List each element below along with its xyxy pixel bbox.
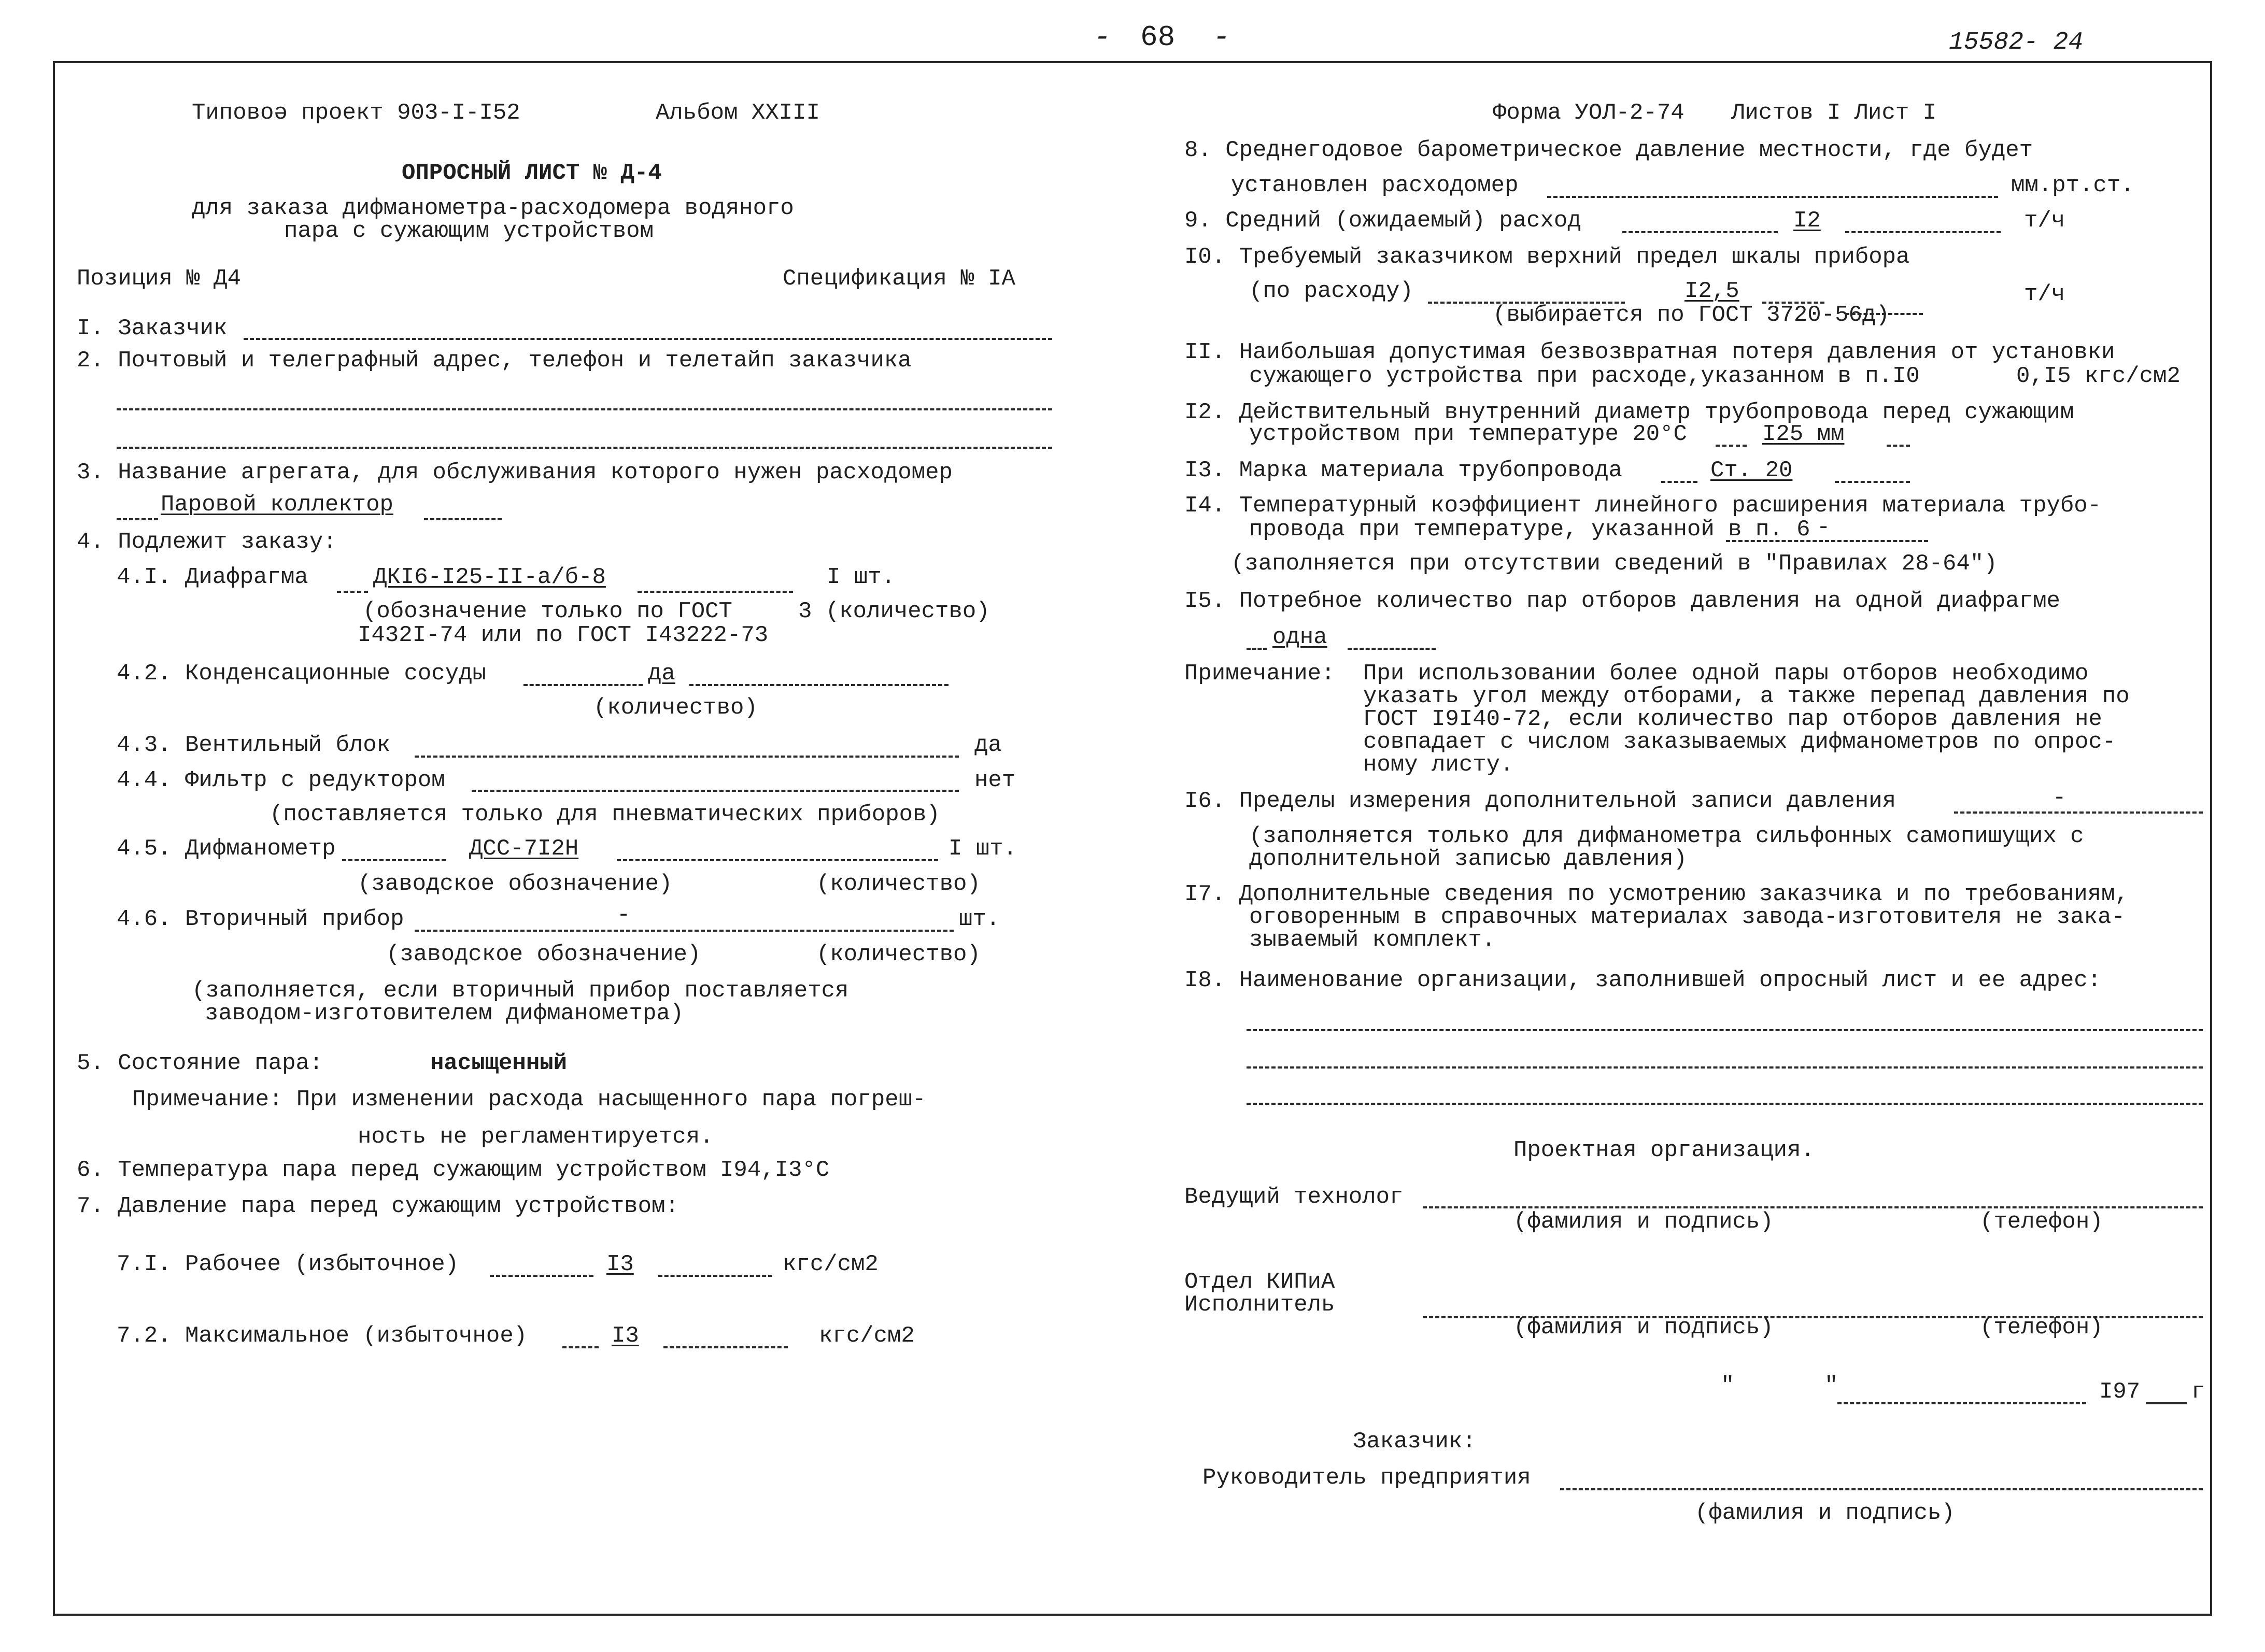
item-13-value: Ст. 20: [1710, 458, 1793, 483]
item-4-3-label: 4.3. Вентильный блок: [117, 732, 391, 758]
item-18-line-1: [1247, 1029, 2203, 1031]
head-label: Руководитель предприятия: [1202, 1465, 1531, 1491]
item-4-5-label: 4.5. Дифманометр: [117, 836, 336, 862]
item-9-value: I2: [1793, 208, 1821, 234]
item-1-label: I. Заказчик: [77, 316, 228, 341]
executor-phone: (телефон): [1980, 1315, 2103, 1341]
year-line: [2146, 1402, 2187, 1404]
note-line-5: ному листу.: [1363, 752, 1514, 778]
lead-technologist-label: Ведущий технолог: [1184, 1184, 1404, 1210]
item-18-line-3: [1247, 1103, 2203, 1105]
item-8-label-2: установлен расходомер: [1231, 173, 1519, 198]
specification-label: Спецификация № IA: [783, 266, 1015, 292]
head-line: [1560, 1488, 2203, 1490]
date-line: [1837, 1402, 2086, 1404]
lead-name-sign: (фамилия и подпись): [1513, 1209, 1774, 1235]
date-year-suffix: г: [2191, 1379, 2205, 1405]
item-2-label: 2. Почтовый и телеграфный адрес, телефон и телетайп заказчика: [77, 348, 912, 374]
head-sign: (фамилия и подпись): [1695, 1500, 1955, 1526]
item-12-value: I25 мм: [1762, 421, 1845, 447]
item-8-unit: мм.рт.ст.: [2011, 173, 2134, 198]
item-4-3-value: да: [974, 732, 1002, 758]
item-4-5-qty: I шт.: [949, 836, 1017, 862]
item-13-label: I3. Марка материала трубопровода: [1184, 458, 1622, 483]
item-18-line-2: [1247, 1066, 2203, 1069]
item-4-4-note: (поставляется только для пневматических приборов): [270, 802, 940, 828]
page-number: 68: [1140, 21, 1176, 54]
item-4-6-note-2: (количество): [816, 942, 981, 967]
item-4-1-label: 4.I. Диафрагма: [117, 564, 308, 590]
item-16-line: [1954, 811, 2203, 814]
item-7-2-label: 7.2. Максимальное (избыточное): [117, 1323, 528, 1349]
item-7-label: 7. Давление пара перед сужающим устройством:: [77, 1193, 679, 1219]
item-16-note-1: (заполняется только для дифманометра сильфонных самопишущих с: [1249, 823, 2084, 849]
item-17-label-1: I7. Дополнительные сведения по усмотрению заказчика и по требованиям,: [1184, 881, 2129, 907]
item-5-note-1: Примечание: При изменении расхода насыщенного пара погреш-: [132, 1087, 926, 1113]
item-3-value: Паровой коллектор: [161, 492, 393, 518]
item-14-label-1: I4. Температурный коэффициент линейного расширения материала трубо-: [1184, 493, 2102, 519]
item-4-2-note: (количество): [593, 695, 758, 721]
item-17-label-2: оговоренным в справочных материалах завода-изготовителя не зака-: [1249, 904, 2125, 930]
item-9-unit: т/ч: [2024, 208, 2065, 234]
note-line-4: совпадает с числом заказываемых дифманометров по опрос-: [1363, 729, 2116, 755]
item-2-line-2: [117, 447, 1052, 449]
item-11-value: 0,I5 кгс/см2: [2016, 363, 2181, 389]
item-10-label-1: I0. Требуемый заказчиком верхний предел шкалы прибора: [1184, 244, 1910, 270]
item-11-label-2: сужающего устройства при расходе,указанном в п.I0: [1249, 363, 1920, 389]
form-subtitle-1: для заказа дифманометра-расходомера водяного: [192, 195, 794, 221]
item-7-1-line-a: [490, 1275, 593, 1277]
item-4-5-line-b: [617, 859, 938, 861]
item-2-line-1: [117, 408, 1052, 410]
item-4-6-line: [415, 930, 954, 932]
item-13-line-b: [1835, 481, 1910, 483]
item-3-label: 3. Название агрегата, для обслуживания которого нужен расходомер: [77, 460, 953, 486]
item-12-line-b: [1887, 445, 1910, 447]
item-7-1-value: I3: [606, 1251, 634, 1277]
item-13-line-a: [1661, 481, 1697, 483]
item-4-6-label: 4.6. Вторичный прибор: [117, 906, 404, 932]
item-9-line-a: [1622, 231, 1778, 233]
item-4-5-note-1: (заводское обозначение): [358, 871, 673, 897]
item-7-2-value: I3: [612, 1323, 639, 1349]
item-10-value: I2,5: [1684, 278, 1739, 304]
item-4-2-value: да: [648, 661, 675, 687]
item-4-label: 4. Подлежит заказу:: [77, 529, 337, 555]
design-organization: Проектная организация.: [1513, 1137, 1815, 1163]
item-8-label-1: 8. Среднегодовое барометрическое давление местности, где будет: [1184, 137, 2033, 163]
album-label: Альбом XXIII: [656, 100, 820, 126]
item-4-1-qty: I шт.: [827, 564, 896, 590]
item-14-note: (заполняется при отсутствии сведений в "Правилах 28-64"): [1231, 551, 1998, 577]
item-4-1-line-b: [638, 591, 793, 593]
item-4-5-line-a: [342, 859, 446, 861]
item-16-note-2: дополнительной записью давления): [1249, 846, 1687, 872]
item-4-1-note-2: I432I-74 или по ГОСТ I43222-73: [358, 622, 769, 648]
item-4-4-label: 4.4. Фильтр с редуктором: [117, 767, 445, 793]
lead-phone: (телефон): [1980, 1209, 2103, 1235]
item-4-1-line-a: [337, 591, 368, 593]
item-4-6-note-4: заводом-изготовителем дифманометра): [205, 1001, 684, 1027]
item-15-value: одна: [1272, 624, 1327, 650]
item-4-6-unit: шт.: [959, 906, 1000, 932]
item-4-6-note-3: (заполняется, если вторичный прибор поставляется: [192, 978, 849, 1004]
position-label: Позиция № Д4: [77, 266, 241, 292]
item-18-label: I8. Наименование организации, заполнившей опросный лист и ее адрес:: [1184, 967, 2102, 993]
item-16-value: -: [2052, 785, 2066, 811]
item-7-2-line-a: [562, 1346, 599, 1348]
item-10-note: (выбирается по ГОСТ 3720-56д): [1493, 302, 1890, 328]
item-4-2-line-a: [523, 684, 643, 686]
item-4-4-value: нет: [974, 767, 1016, 793]
department-label: Отдел КИПиА: [1184, 1269, 1335, 1295]
item-14-value: -: [1817, 515, 1831, 540]
item-3-line-b: [424, 518, 502, 520]
lead-technologist-line: [1423, 1206, 2203, 1208]
item-9-label: 9. Средний (ожидаемый) расход: [1184, 208, 1581, 234]
project-code: Типовоə проект 903-I-I52: [192, 100, 520, 126]
item-4-5-note-2: (количество): [816, 871, 981, 897]
item-12-label-1: I2. Действительный внутренний диаметр трубопровода перед сужающим: [1184, 400, 2074, 425]
note-label: Примечание:: [1184, 661, 1335, 687]
note-line-2: указать угол между отборами, а также перепад давления по: [1363, 683, 2130, 709]
item-14-label-2: провода при температуре, указанной в п. 6: [1249, 517, 1810, 543]
item-16-label: I6. Пределы измерения дополнительной записи давления: [1184, 788, 1896, 814]
date-quote-open: ": [1721, 1373, 1735, 1399]
item-15-label: I5. Потребное количество пар отборов давления на одной диафрагме: [1184, 588, 2060, 614]
item-4-5-value: ДСС-7I2Н: [469, 836, 579, 862]
item-10-line-c: [1845, 313, 1923, 315]
form-subtitle-2: пара с сужающим устройством: [284, 218, 654, 244]
sheet-code: 15582- 24: [1949, 29, 2084, 56]
item-4-1-note-3: 3 (количество): [798, 599, 990, 624]
sheets-label: Листов I Лист I: [1731, 100, 1937, 126]
item-3-line-a: [117, 518, 158, 520]
item-4-4-line: [472, 790, 959, 792]
item-17-label-3: зываемый комплект.: [1249, 927, 1496, 953]
executor-label: Исполнитель: [1184, 1292, 1335, 1318]
item-4-2-line-b: [689, 684, 949, 686]
item-7-1-unit: кгс/см2: [783, 1251, 879, 1277]
item-6-label: 6. Температура пара перед сужающим устройством I94,I3°C: [77, 1157, 830, 1183]
item-5-note-2: ность не регламентируется.: [358, 1124, 714, 1150]
item-4-6-note-1: (заводское обозначение): [386, 942, 701, 967]
item-10-label-2: (по расходу): [1249, 278, 1413, 304]
item-8-line: [1547, 196, 1998, 198]
item-7-2-line-b: [663, 1346, 788, 1348]
date-quote-close: ": [1824, 1373, 1838, 1399]
page-number-dash-left: -: [1094, 21, 1111, 54]
item-7-2-unit: кгс/см2: [819, 1323, 915, 1349]
item-15-line-b: [1348, 648, 1436, 650]
customer-label: Заказчик:: [1353, 1429, 1476, 1455]
item-4-2-label: 4.2. Конденсационные сосуды: [117, 661, 486, 687]
item-12-label-2: устройством при температуре 20°C: [1249, 421, 1687, 447]
item-4-3-line: [415, 756, 959, 758]
item-15-line-a: [1247, 648, 1267, 650]
executor-name-sign: (фамилия и подпись): [1513, 1315, 1774, 1341]
page-number-dash-right: -: [1213, 21, 1230, 54]
item-4-1-value: ДКI6-I25-II-а/б-8: [373, 564, 606, 590]
date-year: I97: [2099, 1379, 2141, 1405]
form-title: ОПРОСНЫЙ ЛИСТ № Д-4: [402, 160, 662, 186]
item-5-value: насыщенный: [430, 1050, 568, 1076]
item-12-line-a: [1716, 445, 1747, 447]
item-7-1-label: 7.I. Рабочее (избыточное): [117, 1251, 459, 1277]
item-11-label-1: II. Наибольшая допустимая безвозвратная потеря давления от установки: [1184, 339, 2115, 365]
item-10-unit: т/ч: [2024, 281, 2065, 307]
note-line-1: При использовании более одной пары отборов необходимо: [1363, 661, 2089, 687]
form-code: Форма УОЛ-2-74: [1493, 100, 1684, 126]
item-5-label: 5. Состояние пара:: [77, 1050, 323, 1076]
item-9-line-b: [1845, 231, 2001, 233]
item-7-1-line-b: [658, 1275, 772, 1277]
note-line-3: ГОСТ I9I40-72, если количество пар отборов давления не: [1363, 706, 2102, 732]
item-4-6-value: -: [617, 902, 631, 928]
item-4-1-note-1: (обозначение только по ГОСТ: [363, 599, 732, 624]
item-1-line: [244, 338, 1052, 340]
